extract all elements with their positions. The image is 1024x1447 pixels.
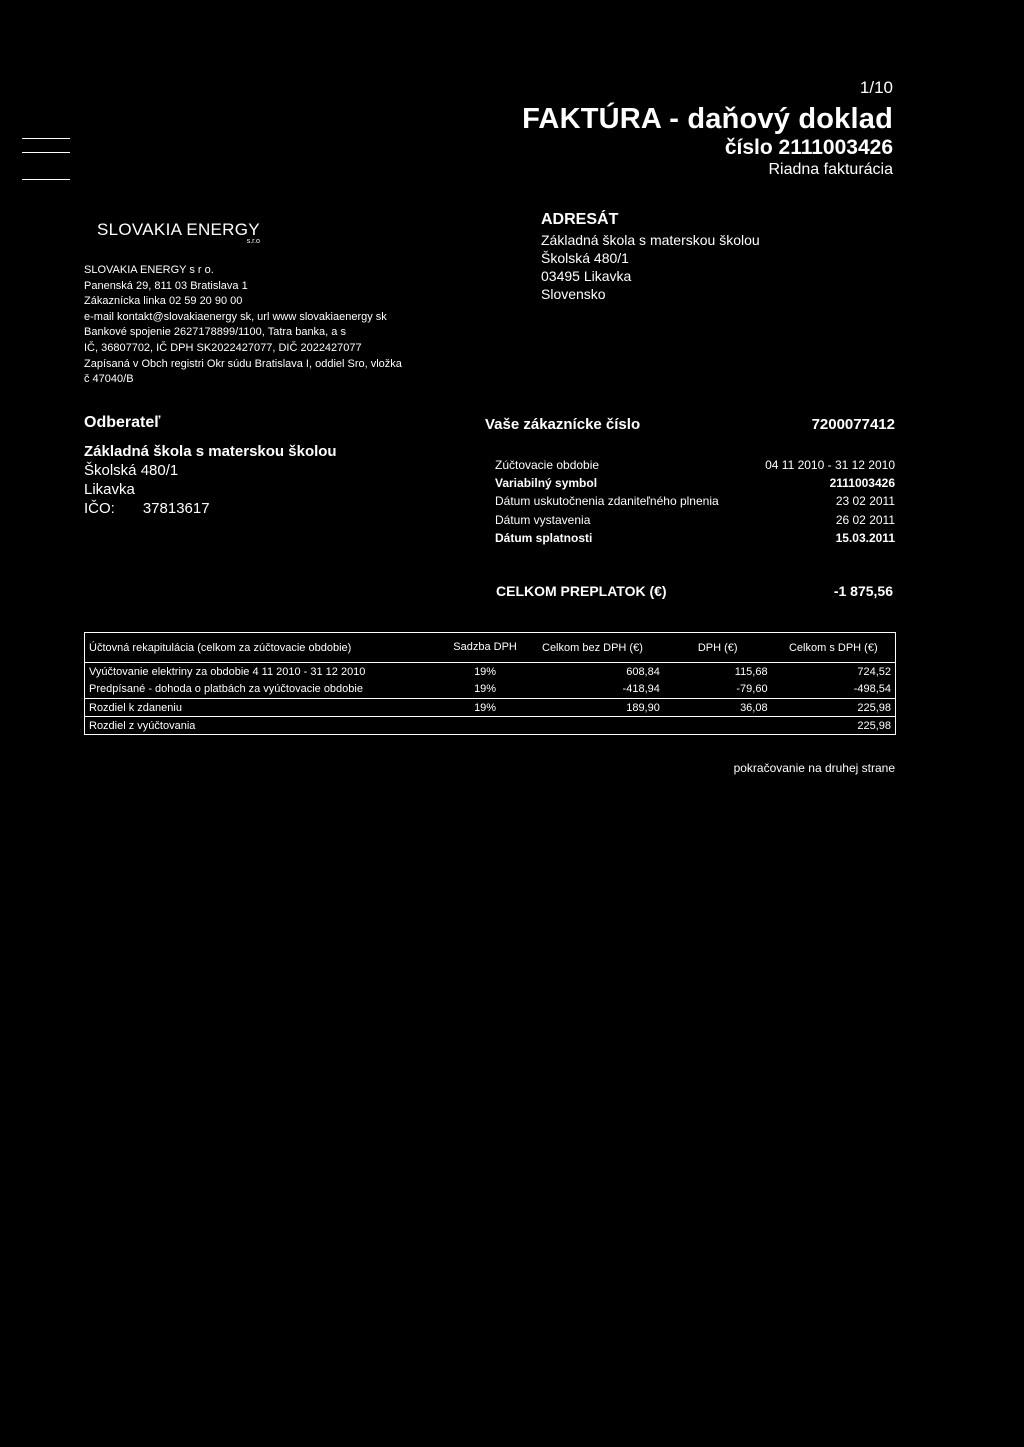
company-logo [97,220,260,245]
table-cell: 724,52 [772,663,896,681]
table-cell [664,717,772,735]
total-overpayment-value: -1 875,56 [833,583,893,599]
page-number: 1/10 [859,78,893,97]
table-cell: 115,68 [734,665,768,678]
table-cell: 225,98 [772,717,896,735]
addressee-heading: ADRESÁT [541,211,619,228]
table-cell: 19% [474,665,497,678]
fold-mark-middle [22,152,70,153]
fold-mark-bottom [22,179,70,180]
accounting-recap-table [84,632,896,735]
issue-date-value: 26 02 2011 [835,513,895,527]
customer-ico [84,499,337,518]
customer-number-value: 7200077412 [811,416,895,433]
table-cell: Rozdiel k zdaneniu [85,699,450,717]
table-cell: 36,08 [664,699,772,717]
table-cell: 225,98 [772,699,896,717]
addressee-country: Slovensko [541,286,606,302]
continued-note: pokračovanie na druhej strane [733,761,895,775]
total-overpayment-label: CELKOM PREPLATOK (€) [496,583,667,599]
invoice-number: číslo 2111003426 [724,136,893,159]
billing-period-value: 04 11 2010 - 31 12 2010 [765,458,895,472]
supplier-line: Panenská 29, 811 03 Bratislava 1 [84,279,248,292]
column-header: Sadzba DPH [449,633,521,663]
customer-ico-label: IČO: [84,500,115,517]
table-row [85,681,896,699]
customer-block [84,414,337,518]
supplier-line: Bankové spojenie 2627178899/1100, Tatra banka, a s [84,326,346,339]
due-date-value: 15.03.2011 [835,531,895,545]
table-cell: -418,94 [622,683,660,696]
customer-number-label: Vaše zákaznícke číslo [485,416,641,433]
issue-date-label: Dátum vystavenia [495,513,591,527]
taxable-supply-date-label: Dátum uskutočnenia zdaniteľného plnenia [495,494,719,508]
table-cell: Rozdiel z vyúčtovania [85,717,450,735]
table-cell: -79,60 [736,683,768,696]
fold-mark-top [22,138,70,139]
supplier-details [84,263,402,388]
supplier-line: SLOVAKIA ENERGY s r o. [84,264,214,276]
table-row [85,663,896,681]
table-cell [449,717,521,735]
table-row [85,717,896,735]
table-cell: Vyúčtovanie elektriny za obdobie 4 11 2010 - 31 12 2010 [85,663,450,681]
due-date-label: Dátum splatnosti [495,531,593,545]
addressee-name: Základná škola s materskou školou [541,232,760,248]
supplier-line: Zákaznícka linka 02 59 20 90 00 [84,295,243,308]
customer-street: Školská 480/1 [84,462,179,479]
addressee-block [541,211,760,303]
column-header: Celkom s DPH (€) [772,633,896,663]
supplier-line: č 47040/B [84,373,134,386]
table-cell [521,717,664,735]
customer-heading: Odberateľ [84,414,161,431]
column-header: Účtovná rekapitulácia (celkom za zúčtovacie obdobie) [85,633,450,663]
column-header: Celkom bez DPH (€) [521,633,664,663]
table-cell: -498,54 [772,681,896,699]
billing-period-label: Zúčtovacie obdobie [495,458,600,472]
taxable-supply-date-value: 23 02 2011 [835,494,895,508]
column-header: DPH (€) [664,633,772,663]
supplier-line: Zapísaná v Obch registri Okr súdu Bratislava I, oddiel Sro, vložka [84,357,402,370]
variable-symbol-label: Variabilný symbol [495,476,598,490]
customer-ico-value: 37813617 [142,500,210,517]
table-header-row [85,633,896,663]
table-row [85,699,896,717]
customer-name: Základná škola s materskou školou [84,443,337,460]
logo-brand-name: SLOVAKIA ENERGY [97,220,260,239]
table-cell: Predpísané - dohoda o platbách za vyúčtovacie obdobie [85,681,450,699]
table-cell: 189,90 [521,699,664,717]
variable-symbol-value: 2111003426 [829,476,895,490]
supplier-line: IČ, 36807702, IČ DPH SK2022427077, DIČ 2022427077 [84,341,362,354]
logo-suffix: s.r.o [246,238,260,245]
supplier-line: e-mail kontakt@slovakiaenergy sk, url www slovakiaenergy sk [84,310,387,323]
customer-city: Likavka [84,481,135,498]
table-cell: 19% [449,699,521,717]
addressee-street: Školská 480/1 [541,250,629,266]
document-title: FAKTÚRA - daňový doklad [522,103,893,135]
addressee-city: 03495 Likavka [541,268,632,284]
document-type: Riadna fakturácia [768,161,893,178]
table-cell: 19% [474,683,497,696]
table-cell: 608,84 [626,665,660,678]
